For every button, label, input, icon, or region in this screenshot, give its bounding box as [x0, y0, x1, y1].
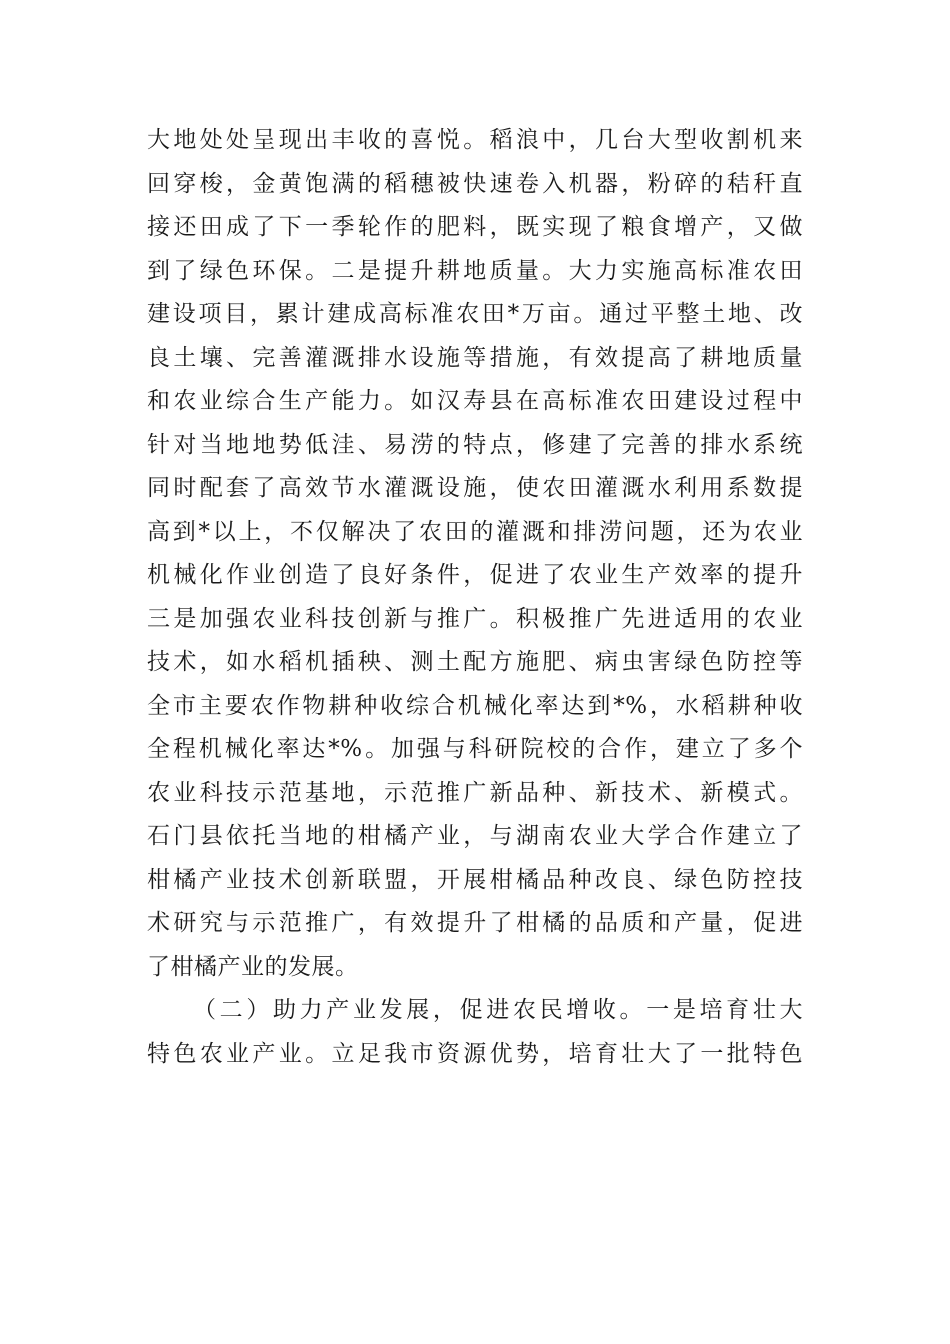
text-line: 全市主要农作物耕种收综合机械化率达到*%，水稻耕种收 [147, 692, 803, 719]
text-line: 全程机械化率达*%。加强与科研院校的合作，建立了多个 [147, 736, 803, 762]
text-line: 针对当地地势低洼、易涝的特点，修建了完善的排水系统 [147, 431, 803, 458]
text-line: 大地处处呈现出丰收的喜悦。稻浪中，几台大型收割机来 [147, 127, 803, 153]
text-line: 农业科技示范基地，示范推广新品种、新技术、新模式。 [147, 779, 803, 806]
text-line: 回穿梭，金黄饱满的稻穗被快速卷入机器，粉碎的秸秆直 [147, 170, 803, 197]
text-line: 良土壤、完善灌溉排水设施等措施，有效提高了耕地质量 [147, 344, 803, 371]
text-line: 三是加强农业科技创新与推广。积极推广先进适用的农业 [147, 605, 803, 632]
text-line: 接还田成了下一季轮作的肥料，既实现了粮食增产，又做 [147, 214, 803, 240]
text-line: 技术，如水稻机插秧、测土配方施肥、病虫害绿色防控等 [147, 649, 803, 675]
text-line: 建设项目，累计建成高标准农田*万亩。通过平整土地、改 [147, 301, 803, 327]
text-line: 到了绿色环保。二是提升耕地质量。大力实施高标准农田 [147, 257, 803, 284]
body-text [147, 119, 803, 1076]
text-line: 术研究与示范推广，有效提升了柑橘的品质和产量，促进 [147, 910, 803, 936]
text-line: 特色农业产业。立足我市资源优势，培育壮大了一批特色 [147, 1040, 803, 1067]
text-line: 同时配套了高效节水灌溉设施，使农田灌溉水利用系数提 [147, 475, 803, 501]
text-line: 石门县依托当地的柑橘产业，与湖南农业大学合作建立了 [147, 823, 803, 849]
text-line: 高到*以上，不仅解决了农田的灌溉和排涝问题，还为农业 [147, 518, 803, 545]
text-line: 了柑橘产业的发展。 [147, 953, 359, 980]
text-line: 和农业综合生产能力。如汉寿县在高标准农田建设过程中 [147, 388, 803, 414]
text-line: 机械化作业创造了良好条件，促进了农业生产效率的提升 [147, 562, 803, 588]
section-heading-line: （二）助力产业发展，促进农民增收。一是培育壮大 [193, 997, 803, 1023]
text-line: 柑橘产业技术创新联盟，开展柑橘品种改良、绿色防控技 [147, 866, 803, 893]
